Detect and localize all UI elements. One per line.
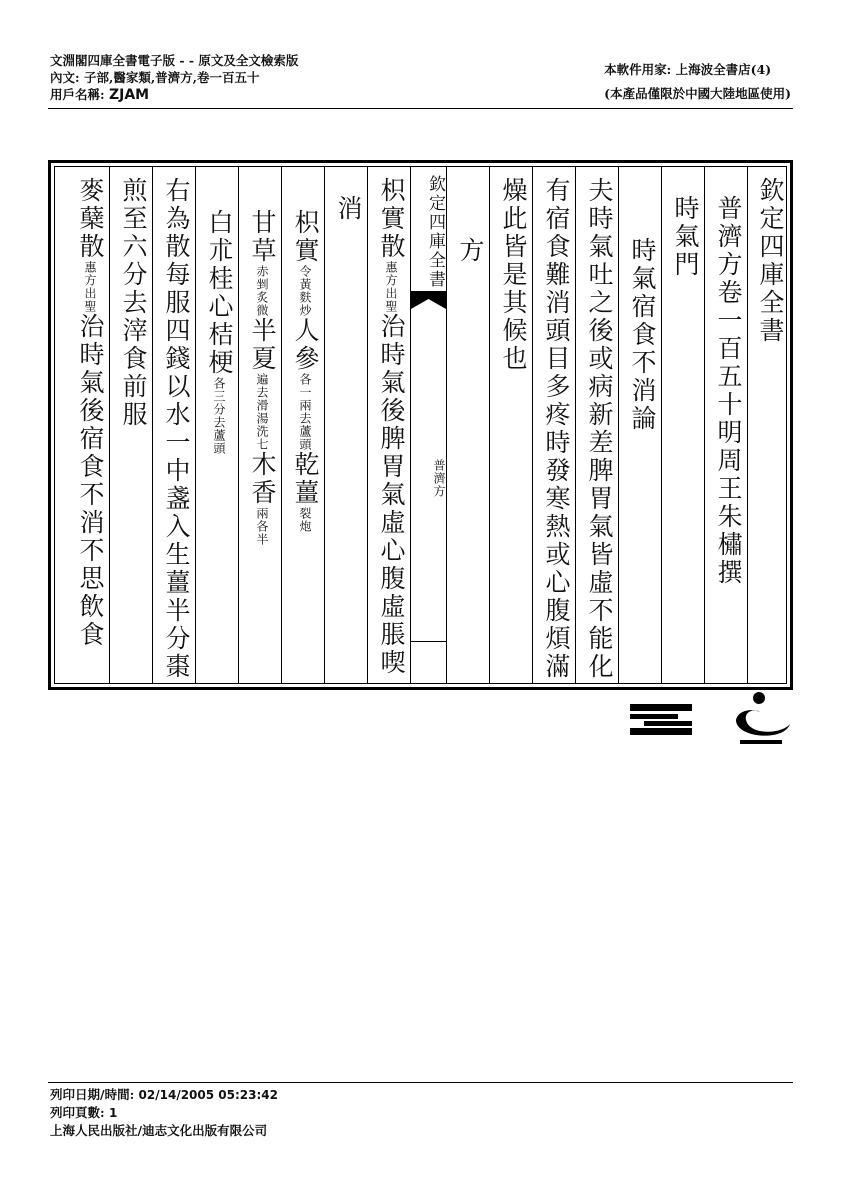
right-col-5 [575, 167, 618, 683]
banxin-title: 欽定四庫全書 [425, 175, 445, 289]
section-title: 時氣門 [671, 195, 700, 279]
left-col-2 [324, 167, 367, 683]
ingredient-gancao: 甘草 [248, 209, 277, 265]
recipe-2-text: 治時氣後宿食不消不思飲食 [76, 313, 105, 649]
preparation-line-1: 右為散每服四錢以水一中盞入生薑半分棗 [162, 177, 191, 681]
essay-line-2: 有宿食難消頭目多疼時發寒熱或心腹煩滿 [542, 177, 571, 681]
licensee: 本軟件用家: 上海波全書店(4) [604, 62, 772, 77]
header-right [604, 58, 791, 106]
ingredient-renshen-note-b: 各一兩 [298, 373, 312, 412]
header-user [50, 86, 298, 104]
dynasty: 明 [714, 419, 743, 447]
recipe-1-text: 治時氣後脾胃氣虛心腹虛脹喫 [377, 313, 406, 677]
right-col-3 [661, 167, 704, 683]
ingredient-gancao-note-b: 赤剉 [255, 265, 269, 291]
ingredient-ganjiang: 乾薑 [291, 451, 320, 507]
recipe-1-name: 枳實散 [377, 177, 406, 261]
ingredient-ganjiang-note-b: 裂 [298, 507, 312, 520]
ingredient-muxiang: 木香 [248, 451, 277, 507]
ingredient-renshen-note-a: 去蘆頭 [298, 412, 312, 451]
ingredient-zhishi-note-b: 令黃 [298, 265, 312, 291]
recipe-1-source-a: 出聖 [384, 287, 398, 313]
left-col-5 [195, 167, 238, 683]
author-action: 撰 [714, 559, 743, 587]
ingredients-line-1 [282, 209, 324, 714]
right-col-2 [704, 167, 747, 683]
recipe-2-source-b: 惠方 [83, 261, 97, 287]
footer-rule [48, 1082, 793, 1083]
essay-line-3: 燥此皆是其候也 [499, 177, 528, 373]
fishtail-mark-icon [411, 291, 446, 313]
print-date [50, 1086, 278, 1104]
print-date-value: 02/14/2005 05:23:42 [138, 1088, 278, 1102]
right-col-6 [532, 167, 575, 683]
recipe-1-continued: 消 [334, 195, 363, 223]
ingredient-guixin: 桂心 [205, 265, 234, 321]
header-rule [48, 108, 793, 109]
right-col-7 [489, 167, 532, 683]
left-col-6 [152, 167, 195, 683]
swirl-logo-icon [726, 690, 796, 752]
recipe-2-name: 麥蘖散 [76, 177, 105, 261]
left-col-7 [109, 167, 152, 683]
ingredient-jiegeng: 桔梗 [205, 321, 234, 377]
left-col-1 [367, 167, 410, 683]
ingredient-jiegeng-note-b: 各三分 [212, 377, 226, 416]
ingredient-renshen: 人參 [291, 317, 320, 373]
stacked-bars-logo-icon [626, 690, 696, 740]
ingredient-muxiang-note-a: 各半 [255, 520, 269, 546]
ingredient-baizhu: 白朮 [205, 209, 234, 265]
ingredient-banxia-note-a: 湯洗七 [255, 412, 269, 451]
banxin-book: 普濟方 [432, 459, 446, 498]
right-col-8 [446, 167, 489, 683]
left-col-3 [281, 167, 324, 683]
book-title: 欽定四庫全書 [756, 177, 785, 345]
ingredient-ganjiang-note-a: 炮 [298, 520, 312, 533]
user-label: 用戶名稱: [50, 87, 105, 102]
right-col-4 [618, 167, 661, 683]
recipes-heading: 方 [456, 237, 485, 265]
text-frame-inner [54, 166, 787, 684]
left-col-8 [55, 167, 109, 683]
ingredient-banxia-note-b: 遍去滑 [255, 373, 269, 412]
print-pages-label: 列印頁數: [50, 1105, 105, 1120]
volume-line [705, 195, 747, 700]
footer [50, 1086, 278, 1139]
ingredients-line-2 [239, 209, 281, 714]
recipe-1-line [368, 177, 410, 682]
banxin-rule [411, 641, 446, 642]
ingredient-muxiang-note-b: 兩 [255, 507, 269, 520]
user-name: ZJAM [108, 87, 150, 103]
preparation-line-2: 煎至六分去滓食前服 [119, 177, 148, 429]
ingredient-banxia: 半夏 [248, 317, 277, 373]
right-col-1 [747, 167, 789, 683]
print-date-label: 列印日期/時間: [50, 1087, 135, 1102]
header-left [50, 52, 298, 104]
text-frame [48, 160, 793, 690]
ingredient-jiegeng-note-a: 去蘆頭 [212, 416, 226, 455]
publisher: 上海人民出版社/迪志文化出版有限公司 [50, 1123, 268, 1138]
author: 周王朱橚 [714, 447, 743, 559]
header-content-path: 內文: 子部,醫家類,普濟方,卷一百五十 [50, 70, 260, 85]
recipe-1-source-b: 惠方 [384, 261, 398, 287]
essay-title: 時氣宿食不消論 [628, 237, 657, 433]
header-edition: 文淵閣四庫全書電子版 - - 原文及全文檢索版 [50, 53, 299, 68]
ingredient-gancao-note-a: 炙微 [255, 291, 269, 317]
ingredient-zhishi-note-a: 麩炒 [298, 291, 312, 317]
essay-line-1: 夫時氣吐之後或病新差脾胃氣皆虛不能化 [585, 177, 614, 681]
volume-title: 普濟方卷一百五十 [714, 195, 743, 419]
ingredients-line-3 [196, 209, 238, 714]
recipe-2-line [55, 177, 109, 682]
license-region: (本產品僅限於中國大陸地區使用) [604, 86, 791, 101]
banxin [410, 167, 446, 683]
recipe-2-source-a: 出聖 [83, 287, 97, 313]
left-col-4 [238, 167, 281, 683]
ingredient-zhishi: 枳實 [291, 209, 320, 265]
print-pages [50, 1104, 278, 1122]
print-pages-value: 1 [108, 1106, 118, 1120]
